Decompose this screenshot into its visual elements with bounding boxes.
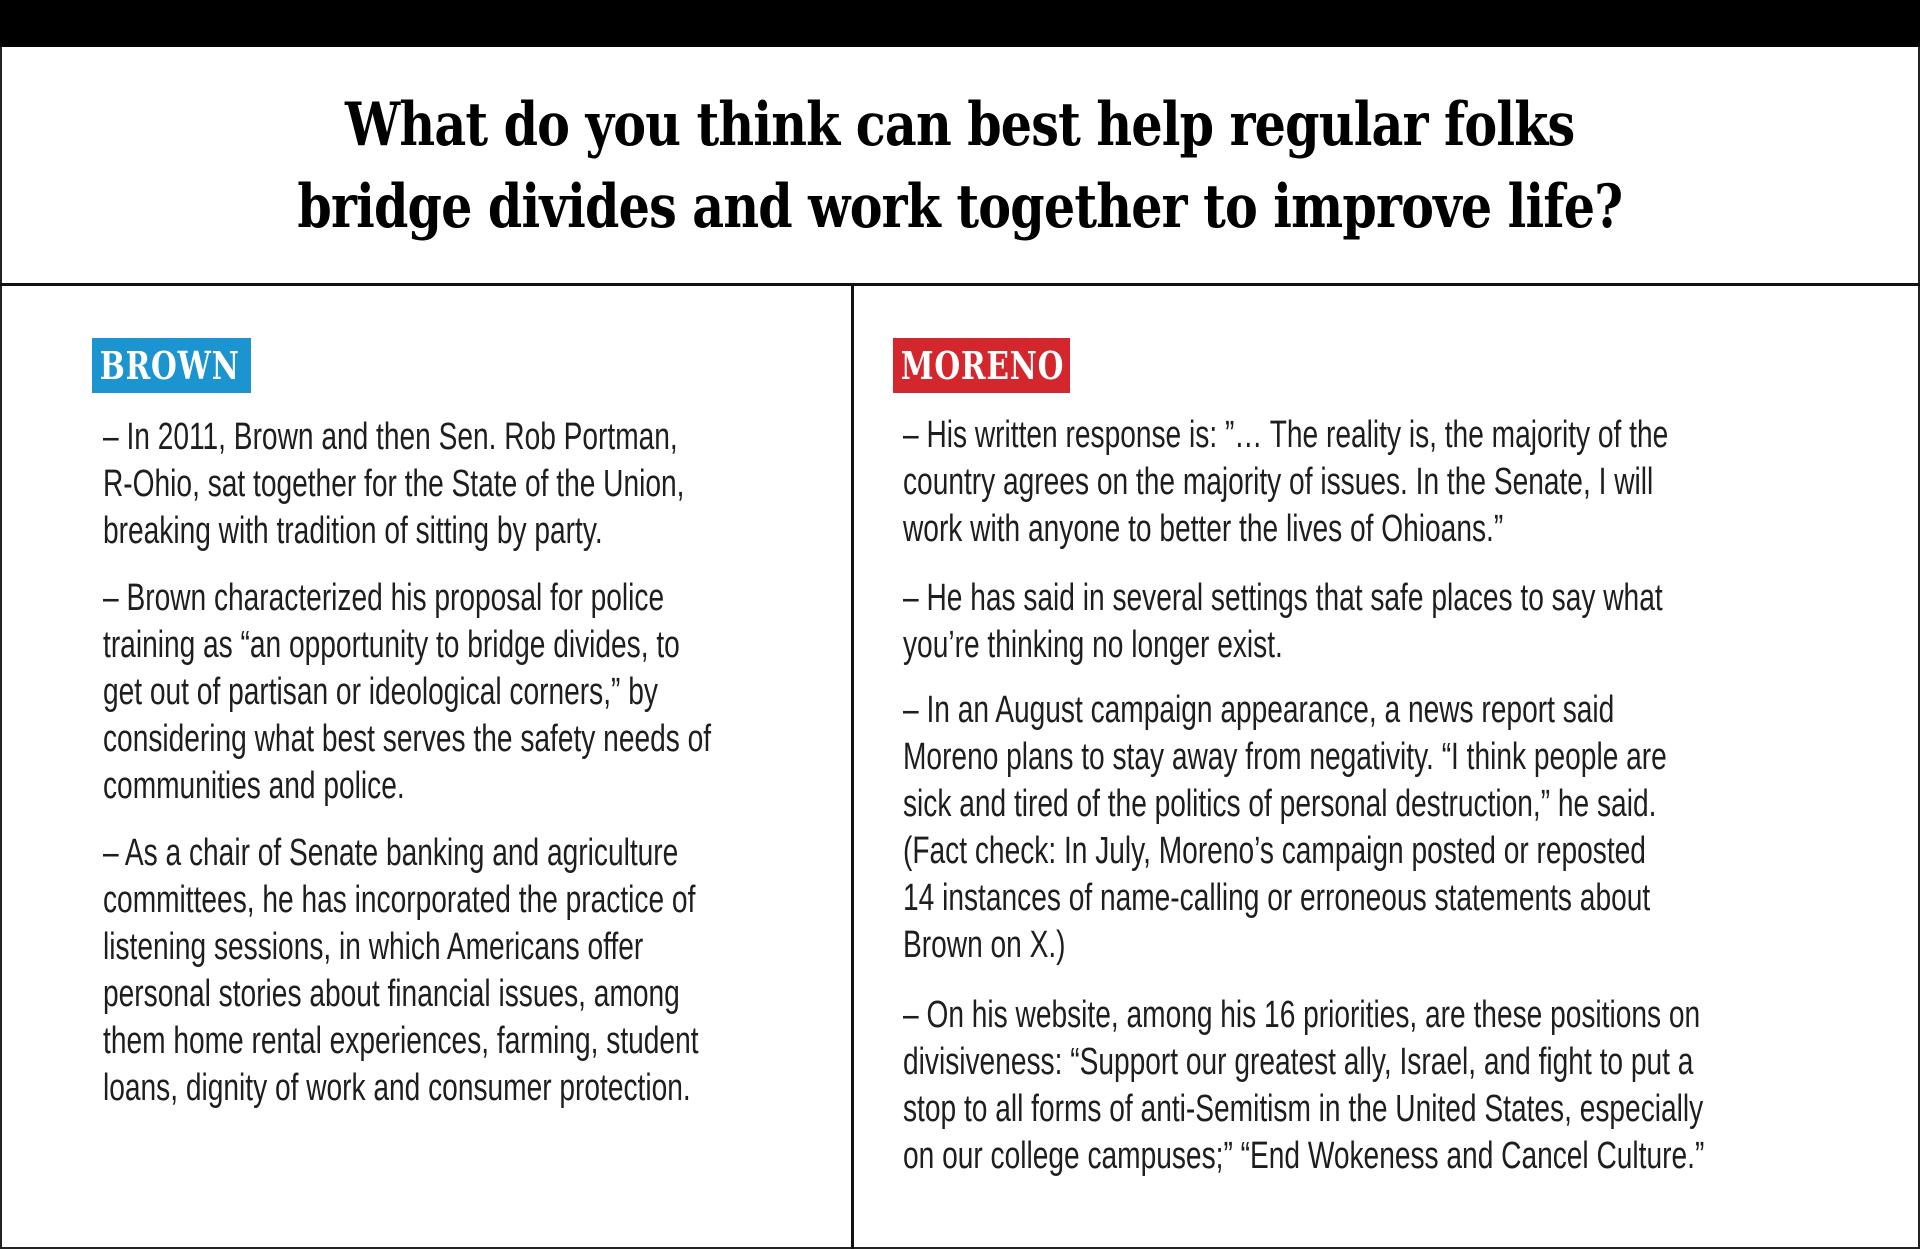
text-line: divisiveness: “Support our greatest ally, Israel, and fight to put a: [903, 1041, 1694, 1083]
text-line: Moreno plans to stay away from negativity. “I think people are: [903, 736, 1667, 778]
text-line: (Fact check: In July, Moreno’s campaign posted or reposted: [903, 830, 1646, 872]
text-line: training as “an opportunity to bridge divides, to: [103, 624, 680, 666]
text-line: – In an August campaign appearance, a news report said: [903, 689, 1615, 731]
text-line: R-Ohio, sat together for the State of the Union,: [103, 463, 685, 505]
question-title-line-2: [0, 172, 1920, 242]
text-line: personal stories about financial issues, among: [103, 973, 680, 1015]
text-line: on our college campuses;” “End Wokeness and Cancel Culture.”: [903, 1135, 1705, 1177]
question-title-text: What do you think can best help regular folks: [345, 90, 1575, 160]
text-line: – His written response is: ”… The reality is, the majority of the: [903, 414, 1669, 456]
column-divider: [851, 283, 854, 1249]
candidate-name: MORENO: [900, 343, 1065, 388]
candidate-badge-brown: [92, 338, 251, 393]
text-line: sick and tired of the politics of personal destruction,” he said.: [903, 783, 1657, 825]
text-line: – Brown characterized his proposal for police: [103, 577, 665, 619]
text-line: stop to all forms of anti-Semitism in the United States, especially: [903, 1088, 1704, 1130]
candidate-name: BROWN: [99, 343, 240, 388]
question-title-line-1: [0, 90, 1920, 160]
text-line: you’re thinking no longer exist.: [903, 624, 1283, 666]
text-line: work with anyone to better the lives of Ohioans.”: [903, 508, 1504, 550]
text-line: committees, he has incorporated the practice of: [103, 879, 696, 921]
text-line: considering what best serves the safety needs of: [103, 718, 712, 760]
text-line: – On his website, among his 16 priorities, are these positions on: [903, 994, 1701, 1036]
question-header: [0, 47, 1920, 283]
header-divider: [0, 283, 1920, 286]
text-line: listening sessions, in which Americans offer: [103, 926, 644, 968]
text-line: 14 instances of name-calling or erroneous statements about: [903, 877, 1651, 919]
text-line: get out of partisan or ideological corners,” by: [103, 671, 658, 713]
text-line: communities and police.: [103, 765, 405, 807]
text-line: – In 2011, Brown and then Sen. Rob Portman,: [103, 416, 678, 458]
top-black-bar: [0, 0, 1920, 47]
text-line: – As a chair of Senate banking and agriculture: [103, 832, 679, 874]
question-title-text: bridge divides and work together to improve life?: [297, 172, 1623, 242]
candidate-badge-moreno: [893, 338, 1070, 393]
text-line: breaking with tradition of sitting by party.: [103, 510, 603, 552]
text-line: loans, dignity of work and consumer protection.: [103, 1067, 691, 1109]
text-line: – He has said in several settings that safe places to say what: [903, 577, 1663, 619]
text-line: Brown on X.): [903, 924, 1066, 966]
text-line: them home rental experiences, farming, student: [103, 1020, 699, 1062]
text-line: country agrees on the majority of issues. In the Senate, I will: [903, 461, 1654, 503]
